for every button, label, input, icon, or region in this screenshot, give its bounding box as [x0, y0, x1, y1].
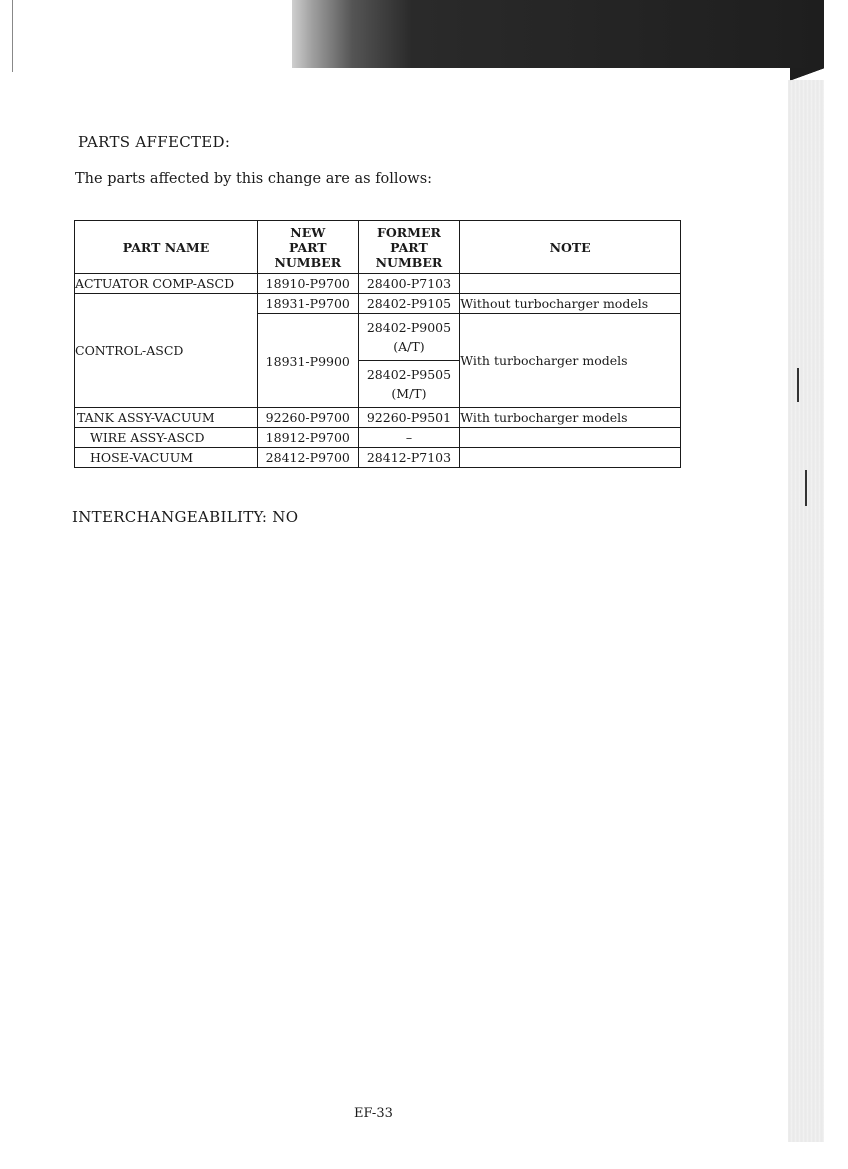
cell-former-number-at: 28402-P9005 (A/T) — [358, 314, 460, 361]
cell-new-number: 92260-P9700 — [257, 408, 358, 428]
cell-note: Without turbocharger models — [460, 294, 681, 314]
cell-new-number: 28412-P9700 — [257, 448, 358, 468]
cell-former-number-mt: 28402-P9505 (M/T) — [358, 361, 460, 408]
table-row — [75, 294, 681, 314]
intro-text: The parts affected by this change are as follows: — [75, 171, 433, 187]
header-former-part-number: FORMER PART NUMBER — [358, 221, 460, 274]
section-heading: PARTS AFFECTED: — [78, 133, 231, 151]
cell-part-name: ACTUATOR COMP-ASCD — [75, 274, 258, 294]
cell-note — [460, 428, 681, 448]
parts-table — [74, 220, 681, 468]
cell-part-name: CONTROL-ASCD — [75, 294, 258, 408]
table-header-row — [75, 221, 681, 274]
cell-new-number: 18931-P9900 — [257, 314, 358, 408]
interchangeability-statement: INTERCHANGEABILITY: NO — [72, 508, 299, 526]
scan-edge-right — [788, 80, 824, 1142]
cell-part-name: TANK ASSY-VACUUM — [75, 408, 258, 428]
scan-mark-right-1 — [797, 368, 799, 402]
cell-former-number: 28400-P7103 — [358, 274, 460, 294]
cell-new-number: 18910-P9700 — [257, 274, 358, 294]
cell-note: With turbocharger models — [460, 408, 681, 428]
cell-part-name: WIRE ASSY-ASCD — [75, 428, 258, 448]
scan-mark-right-2 — [805, 470, 807, 506]
page-number: EF-33 — [354, 1106, 393, 1121]
cell-note — [460, 274, 681, 294]
scan-mark-left — [12, 0, 13, 72]
table-row — [75, 428, 681, 448]
page-margin-right — [824, 0, 848, 1169]
cell-former-number: 28412-P7103 — [358, 448, 460, 468]
cell-former-number: 92260-P9501 — [358, 408, 460, 428]
cell-former-number: – — [358, 428, 460, 448]
table-row — [75, 408, 681, 428]
cell-note: With turbocharger models — [460, 314, 681, 408]
header-note: NOTE — [460, 221, 681, 274]
cell-former-number: 28402-P9105 — [358, 294, 460, 314]
header-new-part-number: NEW PART NUMBER — [257, 221, 358, 274]
cell-note — [460, 448, 681, 468]
cell-new-number: 18931-P9700 — [257, 294, 358, 314]
scan-shadow-top — [292, 0, 827, 68]
table-row — [75, 448, 681, 468]
cell-new-number: 18912-P9700 — [257, 428, 358, 448]
header-part-name: PART NAME — [75, 221, 258, 274]
cell-part-name: HOSE-VACUUM — [75, 448, 258, 468]
table-row — [75, 274, 681, 294]
